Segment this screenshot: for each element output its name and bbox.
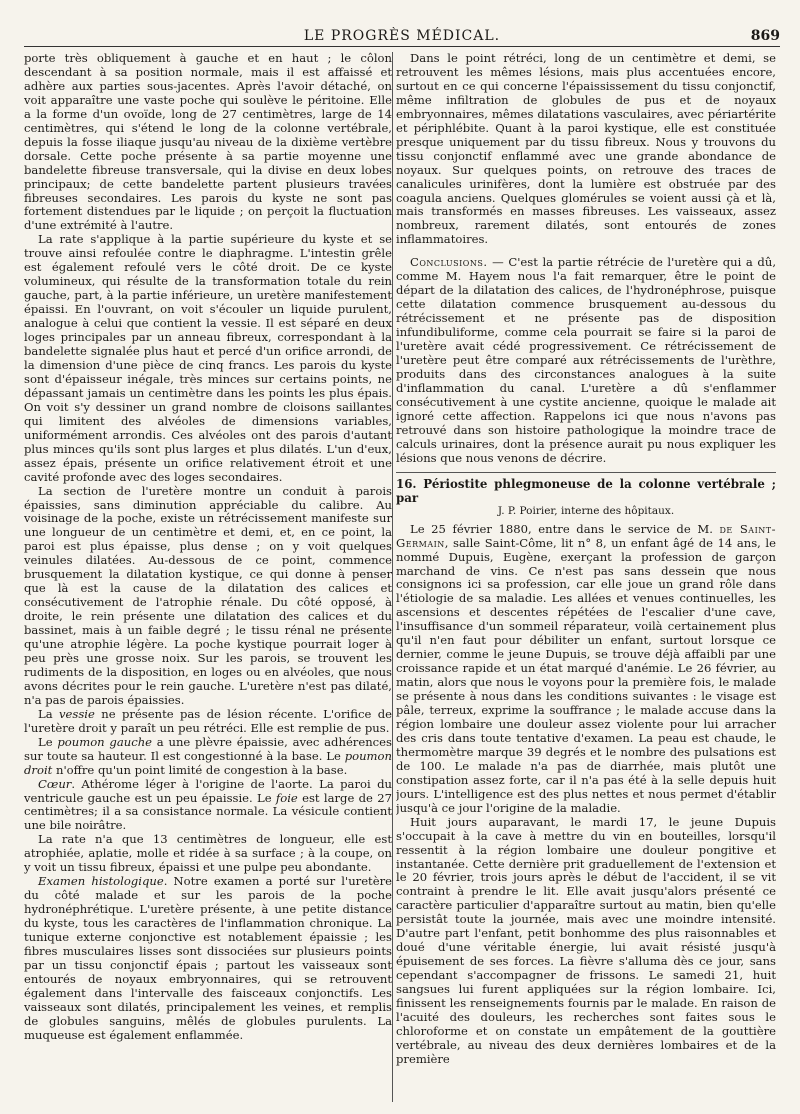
paragraph [24,708,392,736]
paragraph: porte très obliquement à gauche et en haut ; le côlon descendant à sa position normale, mais il est affaissé et adhère aux parties sous-jacentes. Après l'avoir détaché, on voit apparaître une vaste poche qui soulève le péritoine. Elle a la forme d'un ovoïde, long de 27 centimètres, large de 14 centimètres, qui s'étend le long de la colonne vertébrale, depuis la fosse iliaque jusqu'au niveau de la dixième vertèbre dorsale. Cette poche présente à sa partie moyenne une bandelette fibreuse transversale, qui la divise en deux lobes principaux; de cette bandelette partent plusieurs travées fibreuses secondaires. Les parois du kyste ne sont pas fortement distendues par le liquide ; on perçoit la fluctuation d'une extrémité à l'autre. [24,52,392,233]
italic-term: poumon gauche [57,734,153,749]
right-column [396,52,776,1104]
italic-term: foie [275,790,298,805]
paragraph: Huit jours auparavant, le mardi 17, le jeune Dupuis s'occupait à la cave à mettre du vin en bouteilles, lorsqu'il ressentit à la région lombaire une douleur pongitive et instantanée. Cette dernière prit graduellement de l'extension et le 20 février, trois jours après le début de l'accident, il se vit contraint à prendre le lit. Elle avait jusqu'alors présenté ce caractère particulier d'apparaître surtout au matin, bien qu'elle persistât toute la journée, mais avec une moindre intensité. D'autre part l'enfant, petit bonhomme des plus raisonnables et doué d'une véritable énergie, lui avait résisté jusqu'à épuisement de ses forces. La fièvre s'alluma dès ce jour, sans cependant s'accompagner de frissons. Le samedi 21, huit sangsues lui furent appliquées sur la région lombaire. Ici, finissent les renseignements fournis par le malade. En raison de l'acuité des douleurs, les recherches sont faites sous le chloroforme et on constate un empâtement de la gouttière vertébrale, au niveau des deux dernières lombaires et de la première [396,814,776,1066]
paragraph: La rate s'applique à la partie supérieure du kyste et se trouve ainsi refoulée contre le diaphragme. L'intestin grêle est également refoulé vers le côté droit. De ce kyste volumineux, qui résulte de la transformation totale du rein gauche, part, à la partie inférieure, un uretère manifestement épaissi. En l'ouvrant, on voit s'écouler un liquide purulent, analogue à celui que contient la vessie. Il est séparé en deux loges principales par un anneau fibreux, correspondant à la bandelette signalée plus haut et percé d'un orifice arrondi, de la dimension d'une pièce de cinq francs. Les parois du kyste sont d'épaisseur inégale, très minces sur certains points, ne dépassant jamais un centimètre dans les points les plus épais. On voit s'y dessiner un grand nombre de cloisons saillantes qui limitent des alvéoles de dimensions variables, uniformément arrondis. Ces alvéoles ont des parois d'autant plus minces qu'ils sont plus larges et plus dilatés. L'un d'eux, assez épais, présente un orifice relativement étroit et une cavité profonde avec des loges secondaires. [24,232,392,484]
paragraph: La section de l'uretère montre un conduit à parois épaissies, sans diminution appréciable du calibre. Au voisinage de la poche, existe un rétrécissement manifeste sur une longueur de un centimètre et demi, et, en ce point, la paroi est plus épaisse, plus dense ; on y voit quelques veinules dilatées. Au-dessous de ce point, commence brusquement la dilatation kystique, ce qui donne à penser que là est la cause de la dilatation des calices et consécutivement de l'atrophie rénale. Du côté opposé, à droite, le rein présente une dilatation des calices et du bassinet, mais à un faible degré ; le tissu rénal ne présente qu'une atrophie légère. La poche kystique pourrait loger à peu près une grosse noix. Sur les parois, se trouvent les rudiments de la disposition, en loges ou en alvéoles, que nous avons décrites pour le rein gauche. L'uretère n'est pas dilaté, n'a pas de parois épaissies. [24,483,392,707]
page-number: 869 [750,28,780,44]
text-run: n'offre qu'un point limité de congestion à la base. [52,762,348,777]
italic-term: Examen histologique [38,874,164,889]
article-title: 16. Périostite phlegmoneuse de la colonne vertébrale ; par [396,476,776,505]
paragraph: Dans le point rétréci, long de un centimètre et demi, se retrouvent les mêmes lésions, mais plus accentuées encore, surtout en ce qui concerne l'épaississement du tissu conjonctif, même infiltration de globules de pus et de noyaux embryonnaires, mêmes dilatations vasculaires, avec périartérite et périphlébite. Quant à la paroi kystique, elle est constituée presque uniquement par du tissu fibreux. Nous y trouvons du tissu conjonctif enflammé avec une grande abondance de noyaux. Sur quelques points, on retrouve des traces de canalicules urinifères, dont la lumière est obstruée par des coagula anciens. Quelques glomérules se voient aussi çà et là, mais transformés en masses fibreuses. Les vaisseaux, assez nombreux, rarement dilatés, sont entourés de zones inflammatoires. [396,52,776,247]
italic-term: Cœur [38,776,72,791]
text-run: a une plèvre épaissie, avec adhérences sur toute sa hauteur. Il est congestionné à la base. Le [24,734,392,763]
italic-term: poumon droit [24,748,392,777]
text-run: La [38,706,59,721]
paragraph [24,736,392,778]
section-label: Conclusions. [410,255,488,270]
text-run: Le 25 février 1880, entre dans le service de M. [410,521,720,536]
paragraph [24,875,392,1042]
column-divider [392,52,393,1102]
page-header [24,8,780,47]
article-heading [396,472,776,518]
article-byline: J. P. Poirier, interne des hôpitaux. [497,504,675,517]
text-run: , salle Saint-Côme, lit n° 8, un enfant âgé de 14 ans, le nommé Dupuis, Eugène, exerçant la profession de garçon marchand de vins. Ce n'est pas sans dessein que nous consignons ici sa profession, car elle joue un grand rôle dans l'étiologie de sa maladie. Les allées et venues continuelles, les ascensions et descentes répétées de l'escalier d'une cave, l'insuffisance d'un sommeil réparateur, voilà certainement plus qu'il n'en faut pour débiliter un enfant, surtout lorsque ce dernier, comme le jeune Dupuis, se trouve déjà affaibli par une croissance rapide et un état marqué d'anémie. Le 26 février, au matin, alors que nous le voyons pour la première fois, le malade se présente à nous dans les conditions suivantes : le visage est pâle, terreux, exprime la souffrance ; le malade accuse dans la région lombaire une douleur assez violente pour lui arracher des cris dans toute tentative d'examen. La peau est chaude, le thermomètre marque 39 degrés et le nombre des pulsations est de 100. Le malade n'a pas de diarrhée, mais plutôt une constipation assez forte, car il n'a pas été à la selle depuis huit jours. L'intelligence est des plus nettes et nous permet d'établir jusqu'à ce jour l'origine de la maladie. [396,535,776,815]
paragraph [24,778,392,834]
journal-title: LE PROGRÈS MÉDICAL. [303,28,501,44]
paragraph [396,256,776,465]
left-column [24,52,392,1104]
text-run: ne présente pas de lésion récente. L'orifice de l'uretère droit y paraît un peu rétréci. Elle est remplie de pus. [24,706,392,735]
text-run: . Athérome léger à l'origine de l'aorte. La paroi du ventricule gauche est un peu épaissie. Le [24,776,392,805]
text-run: . Notre examen a porté sur l'uretère du côté malade et sur les parois de la poche hydronéphrétique. L'uretère présente, à une petite distance du kyste, tous les caractères de l'inflammation chronique. La tunique externe conjonctive est notablement épaissie ; les fibres musculaires lisses sont dissociées sur plusieurs points par un tissu conjonctif épais ; partout les vaisseaux sont entourés de noyaux embryonnaires, qui se retrouvent également dans l'intervalle des faisceaux conjonctifs. Les vaisseaux sont dilatés, principalement les veines, et remplis de globules sanguins, mêlés de globules purulents. La muqueuse est également enflammée. [24,874,392,1042]
paragraph [396,523,776,816]
person-name: de Saint-Germain [396,521,776,550]
text-run: est large de 27 centimètres; il a sa consistance normale. La vésicule contient une bile noirâtre. [24,790,392,833]
text-run: Le [38,734,58,749]
text-run: — C'est la partie rétrécie de l'uretère qui a dû, comme M. Hayem nous l'a fait remarquer, être le point de départ de la dilatation des calices, de l'hydronéphrose, puisque cette dilatation commence brusquement au-dessous du rétrécissement et ne présente pas de disposition infundibuliforme, comme cela pourrait se faire si la paroi de l'uretère avait cédé progressivement. Ce rétrécissement de l'uretère peut être comparé aux rétrécissements de l'urèthre, produits dans des circonstances analogues à la suite d'inflammation du canal. L'uretère a dû s'enflammer consécutivement à une cystite ancienne, quoique le malade ait ignoré cette affection. Rappelons ici que nous n'avons pas retrouvé dans son histoire pathologique la moindre trace de calculs urinaires, dont la présence aurait pu nous expliquer les lésions que nous venons de décrire. [396,255,776,465]
paragraph: La rate n'a que 13 centimètres de longueur, elle est atrophiée, aplatie, molle et ridée à sa surface ; à la coupe, on y voit un tissu fibreux, épaissi et une pulpe peu abondante. [24,832,392,875]
italic-term: vessie [59,706,95,721]
